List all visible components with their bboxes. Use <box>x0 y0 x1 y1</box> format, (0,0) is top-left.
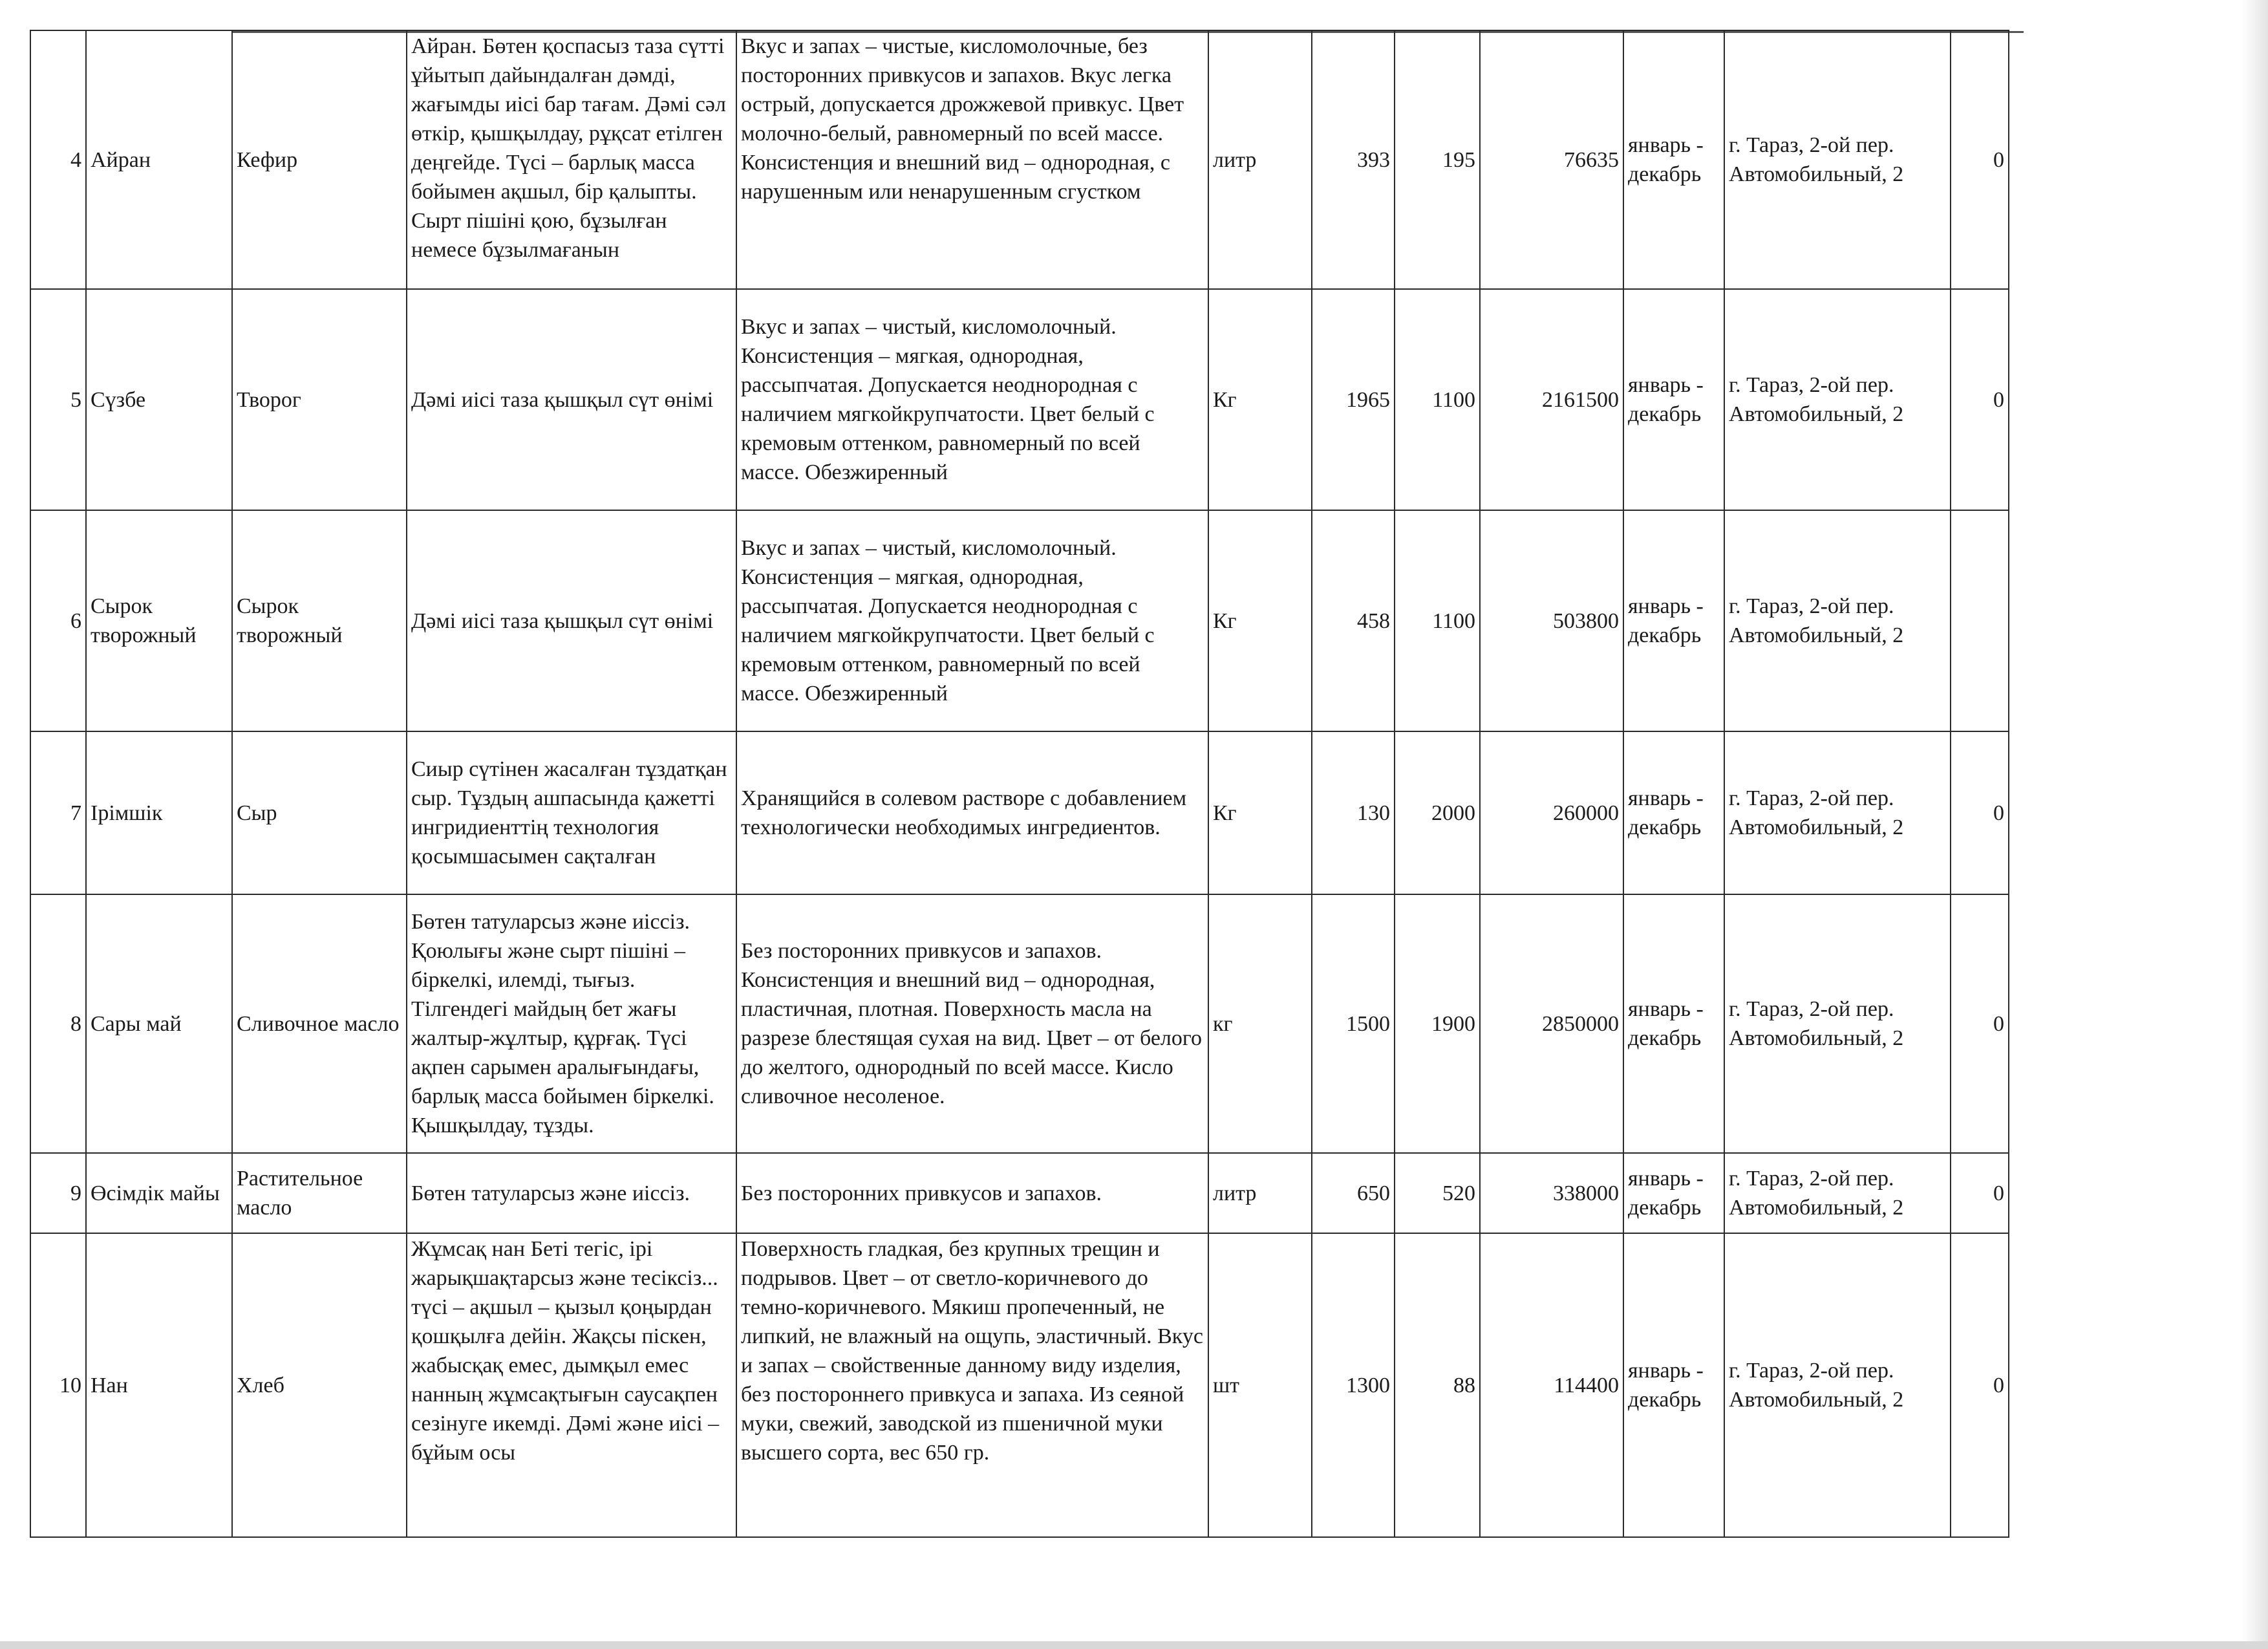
name-ru: Кефир <box>237 147 298 172</box>
description-ru-cell <box>736 30 1208 289</box>
delivery-address: г. Тараз, 2-ой пер. Автомобильный, 2 <box>1729 786 1904 839</box>
table-row <box>30 289 2009 510</box>
name-kz-cell <box>86 289 232 510</box>
description-kz: Дәмі иісі таза қышқыл сүт өнімі <box>411 609 714 633</box>
description-ru: Поверхность гладкая, без крупных трещин и подрывов. Цвет – от светло-коричневого до темно-коричневого. Мякиш пропеченный, не липкий, не влажный на ощупь, эластичный. Вкус и запах – свойственные данному виду изделия, без постороннего привкуса и запаха. Из сеяной муки, свежий, заводской из пшеничной муки высшего сорта, вес 650 гр. <box>741 1237 1203 1465</box>
name-ru-cell <box>232 510 407 731</box>
quantity-cell <box>1312 731 1395 894</box>
unit-cell <box>1208 30 1312 289</box>
sum-cell <box>1480 289 1623 510</box>
description-kz-cell <box>407 1153 736 1233</box>
row-number: 10 <box>59 1373 81 1397</box>
quantity: 650 <box>1357 1181 1390 1205</box>
sum-cell <box>1480 731 1623 894</box>
price: 1100 <box>1432 387 1475 412</box>
name-ru: Растительное масло <box>237 1167 363 1220</box>
last-column-value-cell <box>1951 30 2009 289</box>
name-kz-cell <box>86 1153 232 1233</box>
unit-cell <box>1208 731 1312 894</box>
name-ru-cell <box>232 289 407 510</box>
period: январь - декабрь <box>1628 1167 1704 1220</box>
name-ru: Сливочное масло <box>237 1011 400 1036</box>
quantity: 130 <box>1357 801 1390 825</box>
price: 88 <box>1453 1373 1475 1397</box>
last-column-value: 0 <box>1993 801 2004 825</box>
description-kz: Сиыр сүтінен жасалған тұздатқан сыр. Тұздың ашпасында қажетті ингридиенттің технология қосымшасымен сақталған <box>411 757 727 868</box>
table-row <box>30 30 2009 289</box>
description-kz: Бөтен татуларсыз және иіссіз. <box>411 1181 690 1205</box>
period-cell <box>1623 1233 1724 1537</box>
period: январь - декабрь <box>1628 373 1704 426</box>
unit-cell <box>1208 1233 1312 1537</box>
price-cell <box>1395 289 1480 510</box>
name-kz: Өсімдік майы <box>91 1181 220 1205</box>
sum: 260000 <box>1553 801 1619 825</box>
last-column-value-cell <box>1951 1233 2009 1537</box>
row-number-cell <box>30 289 86 510</box>
unit: Кг <box>1213 609 1237 633</box>
description-ru-cell <box>736 731 1208 894</box>
sum-cell <box>1480 30 1623 289</box>
description-ru: Вкус и запах – чистые, кисломолочные, без посторонних привкусов и запахов. Вкус легка острый, допускается дрожжевой привкус. Цвет молочно-белый, равномерный по всей массе. Консистенция и внешний вид – однородная, с нарушенным или ненарушенным сгустком <box>741 34 1184 204</box>
row-number: 6 <box>70 609 81 633</box>
row-number: 4 <box>70 147 81 172</box>
unit-cell <box>1208 289 1312 510</box>
name-kz-cell <box>86 731 232 894</box>
period-cell <box>1623 30 1724 289</box>
sum: 338000 <box>1553 1181 1619 1205</box>
price: 195 <box>1442 147 1475 172</box>
name-ru-cell <box>232 1153 407 1233</box>
quantity: 393 <box>1357 147 1390 172</box>
description-kz-cell <box>407 894 736 1153</box>
last-column-value-cell <box>1951 731 2009 894</box>
name-kz: Сырок творожный <box>91 594 197 647</box>
period-cell <box>1623 894 1724 1153</box>
price-cell <box>1395 894 1480 1153</box>
last-column-value: 0 <box>1993 1373 2004 1397</box>
last-column-value: 0 <box>1993 1181 2004 1205</box>
table-row <box>30 731 2009 894</box>
name-kz: Ірімшік <box>91 801 163 825</box>
description-kz-cell <box>407 1233 736 1537</box>
name-kz: Нан <box>91 1373 128 1397</box>
last-column-value-cell <box>1951 510 2009 731</box>
description-ru: Вкус и запах – чистый, кисломолочный. Консистенция – мягкая, однородная, рассыпчатая. Допускается неоднородная с наличием мягкойкрупчатости. Цвет белый с кремовым оттенком, равномерный по всей массе. Обезжиренный <box>741 315 1155 484</box>
name-kz-cell <box>86 894 232 1153</box>
name-ru-cell <box>232 30 407 289</box>
products-table <box>30 30 2009 1538</box>
name-kz: Сары май <box>91 1011 182 1036</box>
description-kz-cell <box>407 731 736 894</box>
description-kz: Айран. Бөтен қоспасыз таза сүтті ұйытып дайындалған дәмді, жағымды иісі бар тағам. Дәмі сәл өткір, қышқылдау, рұқсат етілген деңгейде. Түсі – барлық масса бойымен ақшыл, бір қалыпты. Сырт пішіні қою, бұзылған немесе бұзылмағанын <box>411 34 726 262</box>
quantity-cell <box>1312 30 1395 289</box>
price: 520 <box>1442 1181 1475 1205</box>
name-ru: Сыр <box>237 801 277 825</box>
price: 1100 <box>1432 609 1475 633</box>
row-number: 7 <box>70 801 81 825</box>
description-ru-cell <box>736 1153 1208 1233</box>
quantity: 1300 <box>1346 1373 1390 1397</box>
price-cell <box>1395 731 1480 894</box>
period-cell <box>1623 510 1724 731</box>
unit-cell <box>1208 510 1312 731</box>
delivery-address: г. Тараз, 2-ой пер. Автомобильный, 2 <box>1729 1359 1904 1412</box>
price: 2000 <box>1431 801 1475 825</box>
delivery-address-cell <box>1724 731 1951 894</box>
quantity: 1500 <box>1346 1011 1390 1036</box>
table-row <box>30 1153 2009 1233</box>
period-cell <box>1623 1153 1724 1233</box>
period-cell <box>1623 731 1724 894</box>
name-ru-cell <box>232 894 407 1153</box>
unit: шт <box>1213 1373 1240 1397</box>
quantity: 1965 <box>1346 387 1390 412</box>
last-column-value: 0 <box>1993 147 2004 172</box>
quantity-cell <box>1312 289 1395 510</box>
name-kz-cell <box>86 30 232 289</box>
last-column-value-cell <box>1951 289 2009 510</box>
delivery-address: г. Тараз, 2-ой пер. Автомобильный, 2 <box>1729 594 1904 647</box>
name-ru: Хлеб <box>237 1373 284 1397</box>
quantity-cell <box>1312 510 1395 731</box>
description-kz-cell <box>407 510 736 731</box>
name-ru-cell <box>232 1233 407 1537</box>
name-kz-cell <box>86 1233 232 1537</box>
unit: Кг <box>1213 387 1237 412</box>
last-column-value-cell <box>1951 894 2009 1153</box>
name-kz: Сүзбе <box>91 387 146 412</box>
row-number-cell <box>30 731 86 894</box>
name-ru: Сырок творожный <box>237 594 343 647</box>
description-ru: Вкус и запах – чистый, кисломолочный. Консистенция – мягкая, однородная, рассыпчатая. Допускается неоднородная с наличием мягкойкрупчатости. Цвет белый с кремовым оттенком, равномерный по всей массе. Обезжиренный <box>741 536 1155 706</box>
quantity-cell <box>1312 1233 1395 1537</box>
sum-cell <box>1480 894 1623 1153</box>
description-ru-cell <box>736 894 1208 1153</box>
description-ru-cell <box>736 289 1208 510</box>
delivery-address: г. Тараз, 2-ой пер. Автомобильный, 2 <box>1729 1167 1904 1220</box>
description-ru-cell <box>736 1233 1208 1537</box>
name-kz-cell <box>86 510 232 731</box>
scan-edge-right <box>2242 0 2268 1649</box>
table-row <box>30 1233 2009 1537</box>
last-column-value-cell <box>1951 1153 2009 1233</box>
price-cell <box>1395 510 1480 731</box>
description-ru-cell <box>736 510 1208 731</box>
delivery-address-cell <box>1724 30 1951 289</box>
unit: литр <box>1213 1181 1257 1205</box>
sum-cell <box>1480 510 1623 731</box>
delivery-address: г. Тараз, 2-ой пер. Автомобильный, 2 <box>1729 373 1904 426</box>
quantity-cell <box>1312 894 1395 1153</box>
sum: 2161500 <box>1542 387 1619 412</box>
unit: кг <box>1213 1011 1233 1036</box>
unit: Кг <box>1213 801 1237 825</box>
price-cell <box>1395 1153 1480 1233</box>
period: январь - декабрь <box>1628 997 1704 1050</box>
name-ru-cell <box>232 731 407 894</box>
description-kz-cell <box>407 289 736 510</box>
description-ru: Без посторонних привкусов и запахов. Консистенция и внешний вид – однородная, пластичная, плотная. Поверхность масла на разрезе блестящая сухая на вид. Цвет – от белого до желтого, однородный по всей массе. Кисло сливочное несоленое. <box>741 939 1202 1108</box>
row-number-cell <box>30 30 86 289</box>
scan-edge-bottom <box>0 1641 2268 1649</box>
sum: 114400 <box>1554 1373 1619 1397</box>
delivery-address: г. Тараз, 2-ой пер. Автомобильный, 2 <box>1729 997 1904 1050</box>
price: 1900 <box>1431 1011 1475 1036</box>
description-kz-cell <box>407 30 736 289</box>
description-kz: Бөтен татуларсыз және иіссіз. Қоюлығы және сырт пішіні – біркелкі, илемді, тығыз. Тілгендегі майдың бет жағы жалтыр-жұлтыр, құрғақ. Түсі ақпен сарымен аралығындағы, барлық масса бойымен біркелкі. Қышқылдау, тұзды. <box>411 910 714 1137</box>
unit-cell <box>1208 1153 1312 1233</box>
row-number-cell <box>30 510 86 731</box>
period-cell <box>1623 289 1724 510</box>
delivery-address-cell <box>1724 1233 1951 1537</box>
quantity-cell <box>1312 1153 1395 1233</box>
row-number: 5 <box>70 387 81 412</box>
table-row <box>30 894 2009 1153</box>
delivery-address-cell <box>1724 510 1951 731</box>
last-column-value: 0 <box>1993 1011 2004 1036</box>
sum-cell <box>1480 1233 1623 1537</box>
last-column-value: 0 <box>1993 387 2004 412</box>
name-kz: Айран <box>91 147 151 172</box>
table-row <box>30 510 2009 731</box>
row-number-cell <box>30 894 86 1153</box>
delivery-address: г. Тараз, 2-ой пер. Автомобильный, 2 <box>1729 133 1904 186</box>
period: январь - декабрь <box>1628 133 1704 186</box>
row-number-cell <box>30 1153 86 1233</box>
sum: 76635 <box>1564 147 1619 172</box>
period: январь - декабрь <box>1628 1359 1704 1412</box>
delivery-address-cell <box>1724 894 1951 1153</box>
description-ru: Хранящийся в солевом растворе с добавлением технологически необходимых ингредиентов. <box>741 786 1187 839</box>
description-ru: Без посторонних привкусов и запахов. <box>741 1181 1102 1205</box>
quantity: 458 <box>1357 609 1390 633</box>
sum: 503800 <box>1553 609 1619 633</box>
description-kz: Дәмі иісі таза қышқыл сүт өнімі <box>411 387 714 412</box>
delivery-address-cell <box>1724 289 1951 510</box>
period: январь - декабрь <box>1628 786 1704 839</box>
description-kz: Жұмсақ нан Беті тегіс, ірі жарықшақтарсыз және тесіксіз... түсі – ақшыл – қызыл қоңырдан қошқылға дейін. Жақсы піскен, жабысқақ емес, дымқыл емес нанның жұмсақтығын саусақпен сезінуге икемді. Дәмі және иісі – бұйым осы <box>411 1237 720 1465</box>
delivery-address-cell <box>1724 1153 1951 1233</box>
period: январь - декабрь <box>1628 594 1704 647</box>
sum-cell <box>1480 1153 1623 1233</box>
price-cell <box>1395 30 1480 289</box>
table-body <box>30 30 2009 1537</box>
price-cell <box>1395 1233 1480 1537</box>
sum: 2850000 <box>1542 1011 1619 1036</box>
unit-cell <box>1208 894 1312 1153</box>
row-number-cell <box>30 1233 86 1537</box>
unit: литр <box>1213 147 1257 172</box>
row-number: 8 <box>70 1011 81 1036</box>
name-ru: Творог <box>237 387 301 412</box>
row-number: 9 <box>70 1181 81 1205</box>
